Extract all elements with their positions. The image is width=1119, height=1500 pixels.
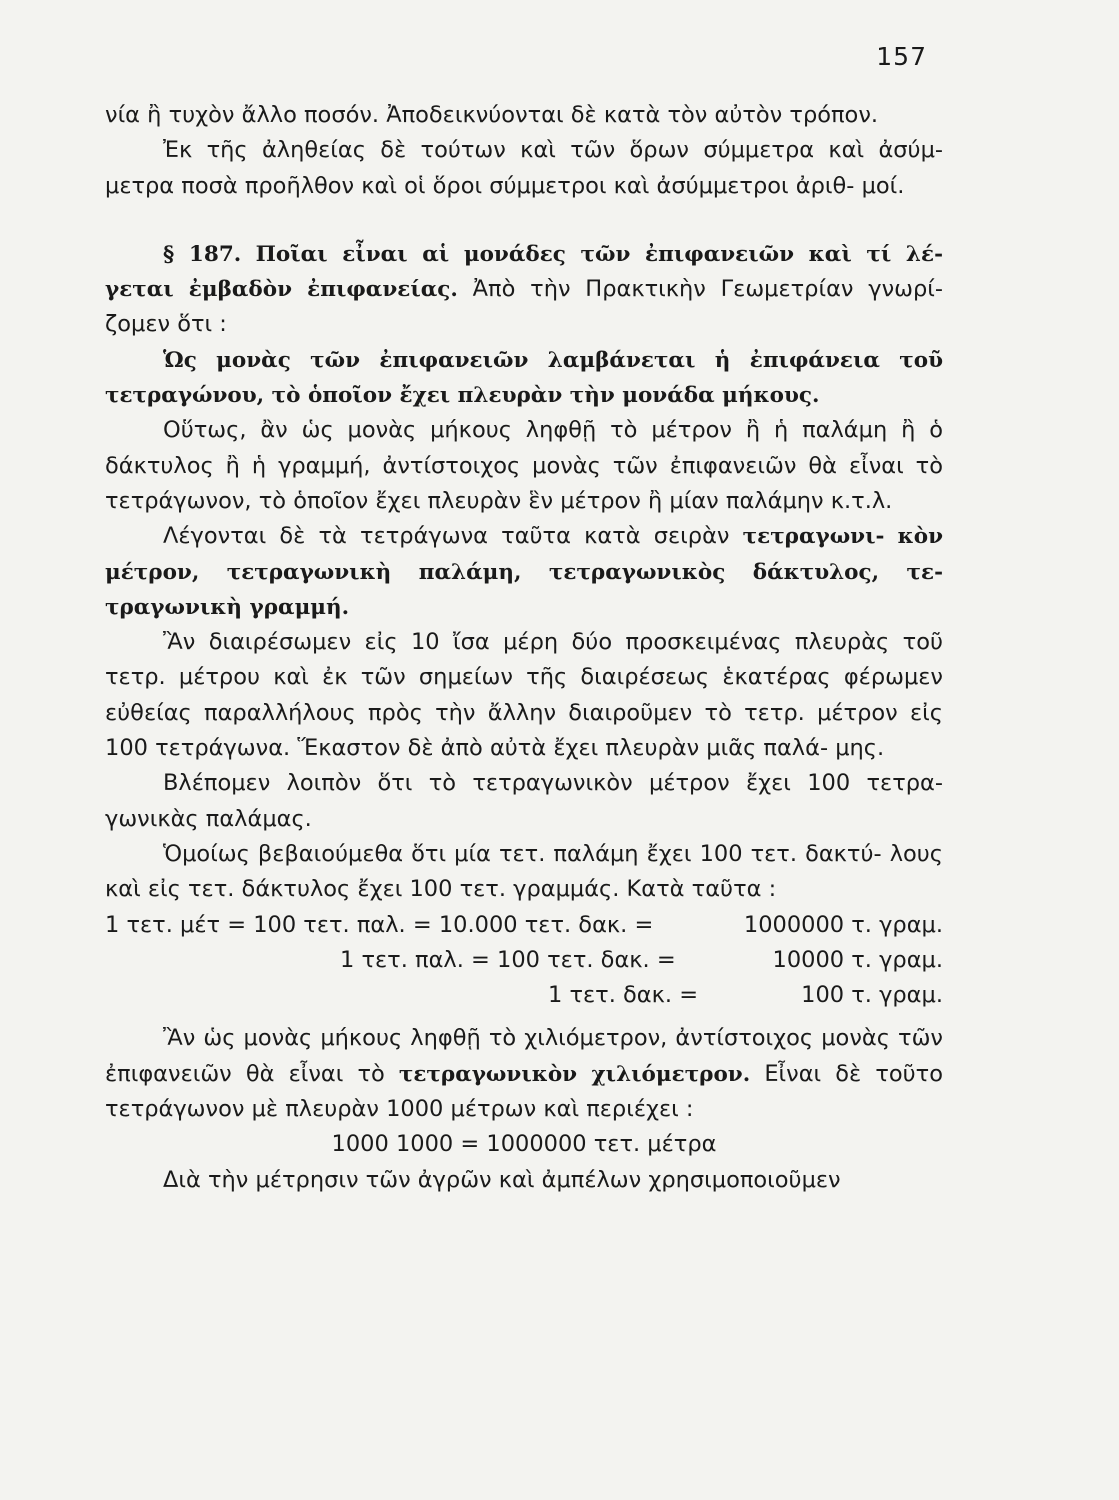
definition-line: Ὡς μονὰς τῶν ἐπιφανειῶν λαμβάνεται ἡ ἐπιφάνεια τοῦ bbox=[163, 347, 943, 373]
section-heading: γεται ἐμβαδὸν ἐπιφανείας. bbox=[105, 277, 458, 303]
text-line: Ἐκ τῆς ἀληθείας δὲ τούτων καὶ τῶν ὅρων σύμμετρα καὶ ἀσύμ- bbox=[163, 137, 943, 164]
text-line: νία ἢ τυχὸν ἄλλο ποσόν. Ἀποδεικνύονται δὲ κατὰ τὸν αὐτὸν bbox=[105, 102, 783, 128]
text-line: μοί. bbox=[861, 172, 905, 199]
paragraph bbox=[105, 1021, 943, 1127]
text-line: παλάμην κ.τ.λ. bbox=[725, 487, 893, 514]
bold-term: τετραγωνικὸν χιλιόμετρον. bbox=[398, 1061, 751, 1087]
text-line: εἶναι τὸ τετράγωνον, τὸ ὁποῖον ἔχει πλευρὰν ἓν μέτρον ἢ μίαν bbox=[105, 452, 943, 514]
paragraph bbox=[105, 1163, 943, 1198]
text-line: Ἂν ὡς μονὰς μήκους ληφθῇ τὸ χιλιόμετρον, ἀντίστοιχος μονὰς bbox=[163, 1025, 890, 1052]
text-line: τρόπον. bbox=[789, 102, 879, 128]
text-line: εὐθείας παραλλήλους πρὸς τὴν ἄλλην διαιροῦμεν τὸ τετρ. μέτρον bbox=[105, 699, 898, 726]
paragraph bbox=[105, 625, 943, 766]
equation-right: 10000 τ. γραμ. bbox=[772, 946, 943, 973]
definition bbox=[105, 343, 943, 414]
paragraph bbox=[105, 98, 943, 133]
section-187 bbox=[105, 237, 943, 343]
equation-right: 100 τ. γραμ. bbox=[801, 982, 943, 1009]
bold-term: τραγωνικὴ γραμμή. bbox=[105, 594, 350, 620]
text-line: τοῦτο τετράγωνον μὲ πλευρὰν 1000 μέτρων καὶ περιέχει : bbox=[105, 1060, 943, 1123]
paragraph bbox=[105, 766, 943, 837]
section-heading: Ποῖαι εἶναι αἱ μονάδες τῶν ἐπιφανειῶν καὶ τί λέ- bbox=[255, 241, 943, 267]
text-line: τῶν ἐπιφανειῶν θὰ εἶναι τὸ bbox=[105, 1025, 944, 1087]
equation-left: 1 τετ. παλ. = 100 τετ. δακ. = bbox=[340, 946, 676, 973]
text-line: λους καὶ εἰς τετ. δάκτυλος ἔχει 100 τετ. γραμμάς. Κατὰ ταῦτα : bbox=[105, 840, 944, 903]
equation-left: 1 τετ. δακ. = bbox=[548, 982, 699, 1009]
text-line: Βλέπομεν λοιπὸν ὅτι τὸ τετραγωνικὸν μέτρον ἔχει 100 τετρα- bbox=[163, 770, 943, 797]
body-text bbox=[105, 98, 943, 1198]
formula: 1000 1000 = 1000000 τετ. μέτρα bbox=[331, 1131, 717, 1158]
page-number: 157 bbox=[876, 42, 927, 71]
equation-right: 1000000 τ. γραμ. bbox=[743, 911, 943, 938]
paragraph bbox=[105, 519, 943, 625]
text-line: Ὁμοίως βεβαιούμεθα ὅτι μία τετ. παλάμη ἔχει 100 τετ. δακτύ- bbox=[163, 840, 882, 867]
section-number: § 187. bbox=[163, 241, 242, 267]
text-line: Οὕτως, ἂν ὡς μονὰς μήκους ληφθῇ τὸ μέτρον ἢ ἡ παλάμη ἢ bbox=[163, 417, 916, 444]
equation-left: 1 τετ. μέτ = 100 τετ. παλ. = 10.000 τετ. δακ. = bbox=[105, 911, 654, 938]
text-line: ζομεν ὅτι : bbox=[105, 311, 227, 338]
text-line: μης. bbox=[835, 735, 885, 762]
equation-row bbox=[105, 943, 943, 978]
equation-row bbox=[105, 978, 943, 1013]
text-line: εἰς 100 τετράγωνα. Ἕκαστον δὲ ἀπὸ αὐτὰ ἔχει πλευρὰν μιᾶς παλά- bbox=[105, 699, 943, 762]
paragraph bbox=[105, 837, 943, 908]
text-line: γωνικὰς παλάμας. bbox=[105, 805, 312, 832]
definition-line: τετραγώνου, τὸ ὁποῖον ἔχει πλευρὰν τὴν μονάδα μήκους. bbox=[105, 383, 820, 409]
text-line: τετρ. μέτρου καὶ ἐκ τῶν σημείων τῆς διαιρέσεως ἑκατέρας φέρωμεν bbox=[105, 664, 943, 691]
paragraph bbox=[105, 133, 943, 204]
text-line: ὁ δάκτυλος ἢ ἡ γραμμή, ἀντίστοιχος μονὰς τῶν ἐπιφανειῶν θὰ bbox=[105, 417, 943, 479]
text-line: Εἶναι δὲ bbox=[764, 1060, 862, 1087]
text-line: μετρα ποσὰ προῆλθον καὶ οἱ ὅροι σύμμετροι καὶ ἀσύμμετροι ἀριθ- bbox=[105, 172, 855, 199]
bold-term: κὸν μέτρον, τετραγωνικὴ παλάμη, τετραγωνικὸς δάκτυλος, τε- bbox=[105, 524, 943, 585]
text-line: Λέγονται δὲ τὰ τετράγωνα ταῦτα κατὰ σειρὰν bbox=[163, 523, 730, 550]
text-line: Διὰ τὴν μέτρησιν τῶν ἀγρῶν καὶ ἀμπέλων χρησιμοποιοῦμεν bbox=[163, 1166, 841, 1193]
text-line: Ἂν διαιρέσωμεν εἰς 10 ἴσα μέρη δύο προσκειμένας πλευρὰς τοῦ bbox=[163, 629, 943, 656]
equation-row bbox=[105, 908, 943, 943]
text-line: Ἀπὸ τὴν Πρακτικὴν Γεωμετρίαν γνωρί- bbox=[472, 276, 944, 303]
bold-term: τετραγωνι- bbox=[742, 524, 885, 550]
paragraph bbox=[105, 413, 943, 519]
